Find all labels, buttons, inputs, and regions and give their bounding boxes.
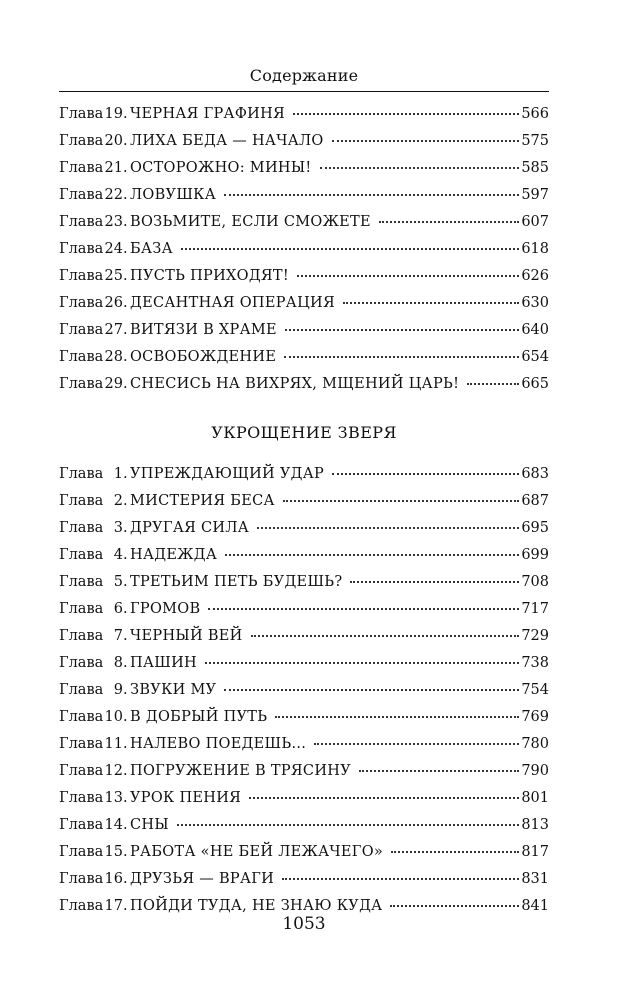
toc-entry <box>59 623 549 650</box>
chapter-title: НАДЕЖДА <box>130 547 218 563</box>
chapter-number: 27 <box>104 322 123 338</box>
chapter-page: 813 <box>521 817 549 833</box>
dot-leader <box>293 113 519 115</box>
number-dot: . <box>123 763 128 779</box>
toc-entry <box>59 515 549 542</box>
dot-leader <box>282 878 519 880</box>
chapter-label: Глава <box>59 871 104 887</box>
section-title: УКРОЩЕНИЕ ЗВЕРЯ <box>211 423 397 442</box>
chapter-label: Глава <box>59 241 104 257</box>
dot-leader <box>251 635 520 637</box>
chapter-title: РАБОТА «НЕ БЕЙ ЛЕЖАЧЕГО» <box>130 844 384 860</box>
chapter-number: 7 <box>113 628 123 644</box>
chapter-label: Глава <box>59 655 104 671</box>
toc-entry <box>59 731 549 758</box>
chapter-title: ВОЗЬМИТЕ, ЕСЛИ СМОЖЕТЕ <box>130 214 371 230</box>
chapter-page: 729 <box>521 628 549 644</box>
chapter-page: 618 <box>521 241 549 257</box>
chapter-title: СНЕСИСЬ НА ВИХРЯХ, МЩЕНИЙ ЦАРЬ! <box>130 376 460 392</box>
chapter-page: 575 <box>521 133 549 149</box>
chapter-number: 21 <box>104 160 123 176</box>
chapter-number: 10 <box>104 709 123 725</box>
chapter-label: Глава <box>59 160 104 176</box>
toc-entry <box>59 569 549 596</box>
chapter-page: 597 <box>521 187 549 203</box>
number-dot: . <box>123 655 128 671</box>
chapter-number: 28 <box>104 349 123 365</box>
dot-leader <box>275 716 519 718</box>
number-dot: . <box>123 322 128 338</box>
dot-leader <box>249 797 519 799</box>
chapter-label: Глава <box>59 601 104 617</box>
chapter-page: 695 <box>521 520 549 536</box>
number-dot: . <box>123 187 128 203</box>
chapter-label: Глава <box>59 898 104 914</box>
toc-entry <box>59 839 549 866</box>
chapter-title: БАЗА <box>130 241 173 257</box>
chapter-title: ПУСТЬ ПРИХОДЯТ! <box>130 268 290 284</box>
dot-leader <box>284 356 519 358</box>
toc-entry <box>59 677 549 704</box>
chapter-label: Глава <box>59 547 104 563</box>
chapter-title: УРОК ПЕНИЯ <box>130 790 242 806</box>
chapter-label: Глава <box>59 349 104 365</box>
toc-entry <box>59 488 549 515</box>
chapter-title: ПАШИН <box>130 655 197 671</box>
toc-entry <box>59 182 549 209</box>
chapter-number: 13 <box>104 790 123 806</box>
number-dot: . <box>123 628 128 644</box>
toc-entry <box>59 866 549 893</box>
number-dot: . <box>123 682 128 698</box>
chapter-label: Глава <box>59 628 104 644</box>
chapter-title: ЛОВУШКА <box>130 187 216 203</box>
dot-leader <box>177 824 519 826</box>
toc-entry <box>59 317 549 344</box>
chapter-label: Глава <box>59 817 104 833</box>
chapter-page: 754 <box>521 682 549 698</box>
dot-leader <box>332 473 519 475</box>
chapter-number: 1 <box>113 466 123 482</box>
dot-leader <box>359 770 519 772</box>
chapter-number: 9 <box>113 682 123 698</box>
chapter-number: 14 <box>104 817 123 833</box>
running-head: Содержание <box>249 66 359 85</box>
toc-entry <box>59 155 549 182</box>
number-dot: . <box>123 295 128 311</box>
number-dot: . <box>123 709 128 725</box>
toc-list-part2 <box>59 461 549 920</box>
chapter-number: 11 <box>104 736 123 752</box>
chapter-label: Глава <box>59 268 104 284</box>
chapter-page: 769 <box>521 709 549 725</box>
number-dot: . <box>123 466 128 482</box>
chapter-number: 26 <box>104 295 123 311</box>
chapter-number: 6 <box>113 601 123 617</box>
toc-entry <box>59 371 549 398</box>
chapter-title: ТРЕТЬИМ ПЕТЬ БУДЕШЬ? <box>130 574 343 590</box>
chapter-page: 607 <box>521 214 549 230</box>
chapter-page: 654 <box>521 349 549 365</box>
chapter-number: 24 <box>104 241 123 257</box>
toc-entry <box>59 236 549 263</box>
page-number: 1053 <box>282 914 326 934</box>
chapter-number: 2 <box>113 493 123 509</box>
chapter-page: 780 <box>521 736 549 752</box>
dot-leader <box>224 194 519 196</box>
toc-entry <box>59 785 549 812</box>
number-dot: . <box>123 268 128 284</box>
chapter-title: ДРУГАЯ СИЛА <box>130 520 250 536</box>
chapter-label: Глава <box>59 214 104 230</box>
chapter-page: 687 <box>521 493 549 509</box>
chapter-number: 5 <box>113 574 123 590</box>
chapter-page: 717 <box>521 601 549 617</box>
chapter-number: 15 <box>104 844 123 860</box>
chapter-number: 16 <box>104 871 123 887</box>
chapter-page: 841 <box>521 898 549 914</box>
dot-leader <box>257 527 519 529</box>
chapter-number: 20 <box>104 133 123 149</box>
toc-list-part1 <box>59 101 549 398</box>
toc-entry <box>59 596 549 623</box>
chapter-page: 817 <box>521 844 549 860</box>
number-dot: . <box>123 547 128 563</box>
toc-entry <box>59 101 549 128</box>
chapter-title: ДРУЗЬЯ — ВРАГИ <box>130 871 275 887</box>
number-dot: . <box>123 106 128 122</box>
chapter-label: Глава <box>59 493 104 509</box>
number-dot: . <box>123 133 128 149</box>
toc-entry <box>59 542 549 569</box>
chapter-label: Глава <box>59 763 104 779</box>
chapter-title: ОСВОБОЖДЕНИЕ <box>130 349 277 365</box>
chapter-page: 708 <box>521 574 549 590</box>
dot-leader <box>283 500 520 502</box>
number-dot: . <box>123 160 128 176</box>
chapter-label: Глава <box>59 574 104 590</box>
dot-leader <box>390 905 519 907</box>
chapter-label: Глава <box>59 520 104 536</box>
dot-leader <box>297 275 519 277</box>
chapter-page: 566 <box>521 106 549 122</box>
chapter-title: ОСТОРОЖНО: МИНЫ! <box>130 160 312 176</box>
chapter-title: НАЛЕВО ПОЕДЕШЬ... <box>130 736 307 752</box>
toc-entry <box>59 128 549 155</box>
toc-entry <box>59 461 549 488</box>
chapter-page: 790 <box>521 763 549 779</box>
toc-entry <box>59 812 549 839</box>
toc-entry <box>59 704 549 731</box>
toc-entry <box>59 209 549 236</box>
chapter-page: 640 <box>521 322 549 338</box>
dot-leader <box>343 302 519 304</box>
chapter-page: 683 <box>521 466 549 482</box>
dot-leader <box>332 140 520 142</box>
number-dot: . <box>123 520 128 536</box>
chapter-number: 22 <box>104 187 123 203</box>
chapter-title: МИСТЕРИЯ БЕСА <box>130 493 275 509</box>
chapter-title: ЛИХА БЕДА — НАЧАЛО <box>130 133 324 149</box>
chapter-label: Глава <box>59 322 104 338</box>
chapter-label: Глава <box>59 295 104 311</box>
dot-leader <box>467 383 519 385</box>
chapter-label: Глава <box>59 133 104 149</box>
chapter-title: ПОЙДИ ТУДА, НЕ ЗНАЮ КУДА <box>130 898 383 914</box>
chapter-title: ДЕСАНТНАЯ ОПЕРАЦИЯ <box>130 295 335 311</box>
chapter-label: Глава <box>59 106 104 122</box>
chapter-title: ЗВУКИ МУ <box>130 682 217 698</box>
dot-leader <box>350 581 519 583</box>
chapter-page: 699 <box>521 547 549 563</box>
number-dot: . <box>123 790 128 806</box>
chapter-number: 17 <box>104 898 123 914</box>
chapter-number: 8 <box>113 655 123 671</box>
dot-leader <box>224 689 519 691</box>
number-dot: . <box>123 898 128 914</box>
dot-leader <box>391 851 519 853</box>
chapter-title: ЧЕРНАЯ ГРАФИНЯ <box>130 106 286 122</box>
dot-leader <box>379 221 519 223</box>
number-dot: . <box>123 736 128 752</box>
chapter-label: Глава <box>59 709 104 725</box>
chapter-number: 23 <box>104 214 123 230</box>
number-dot: . <box>123 817 128 833</box>
header-rule <box>59 91 549 92</box>
dot-leader <box>320 167 520 169</box>
dot-leader <box>225 554 519 556</box>
number-dot: . <box>123 349 128 365</box>
toc-entry <box>59 290 549 317</box>
chapter-number: 4 <box>113 547 123 563</box>
chapter-page: 665 <box>521 376 549 392</box>
chapter-number: 12 <box>104 763 123 779</box>
number-dot: . <box>123 601 128 617</box>
dot-leader <box>285 329 519 331</box>
toc-entry <box>59 758 549 785</box>
toc-entry <box>59 344 549 371</box>
toc-entry <box>59 650 549 677</box>
number-dot: . <box>123 493 128 509</box>
chapter-page: 831 <box>521 871 549 887</box>
number-dot: . <box>123 844 128 860</box>
toc-entry <box>59 263 549 290</box>
chapter-page: 630 <box>521 295 549 311</box>
chapter-page: 585 <box>521 160 549 176</box>
chapter-page: 626 <box>521 268 549 284</box>
chapter-number: 29 <box>104 376 123 392</box>
number-dot: . <box>123 574 128 590</box>
chapter-label: Глава <box>59 187 104 203</box>
dot-leader <box>181 248 519 250</box>
chapter-label: Глава <box>59 376 104 392</box>
number-dot: . <box>123 214 128 230</box>
dot-leader <box>205 662 519 664</box>
chapter-title: ЧЕРНЫЙ ВЕЙ <box>130 628 243 644</box>
chapter-title: СНЫ <box>130 817 169 833</box>
number-dot: . <box>123 871 128 887</box>
dot-leader <box>314 743 519 745</box>
chapter-page: 738 <box>521 655 549 671</box>
chapter-label: Глава <box>59 844 104 860</box>
chapter-title: ВИТЯЗИ В ХРАМЕ <box>130 322 277 338</box>
chapter-label: Глава <box>59 466 104 482</box>
number-dot: . <box>123 376 128 392</box>
number-dot: . <box>123 241 128 257</box>
chapter-label: Глава <box>59 790 104 806</box>
chapter-label: Глава <box>59 682 104 698</box>
chapter-title: ГРОМОВ <box>130 601 201 617</box>
chapter-number: 3 <box>113 520 123 536</box>
chapter-number: 19 <box>104 106 123 122</box>
chapter-number: 25 <box>104 268 123 284</box>
chapter-title: УПРЕЖДАЮЩИЙ УДАР <box>130 466 325 482</box>
chapter-page: 801 <box>521 790 549 806</box>
dot-leader <box>208 608 519 610</box>
chapter-title: В ДОБРЫЙ ПУТЬ <box>130 709 268 725</box>
chapter-title: ПОГРУЖЕНИЕ В ТРЯСИНУ <box>130 763 351 779</box>
chapter-label: Глава <box>59 736 104 752</box>
